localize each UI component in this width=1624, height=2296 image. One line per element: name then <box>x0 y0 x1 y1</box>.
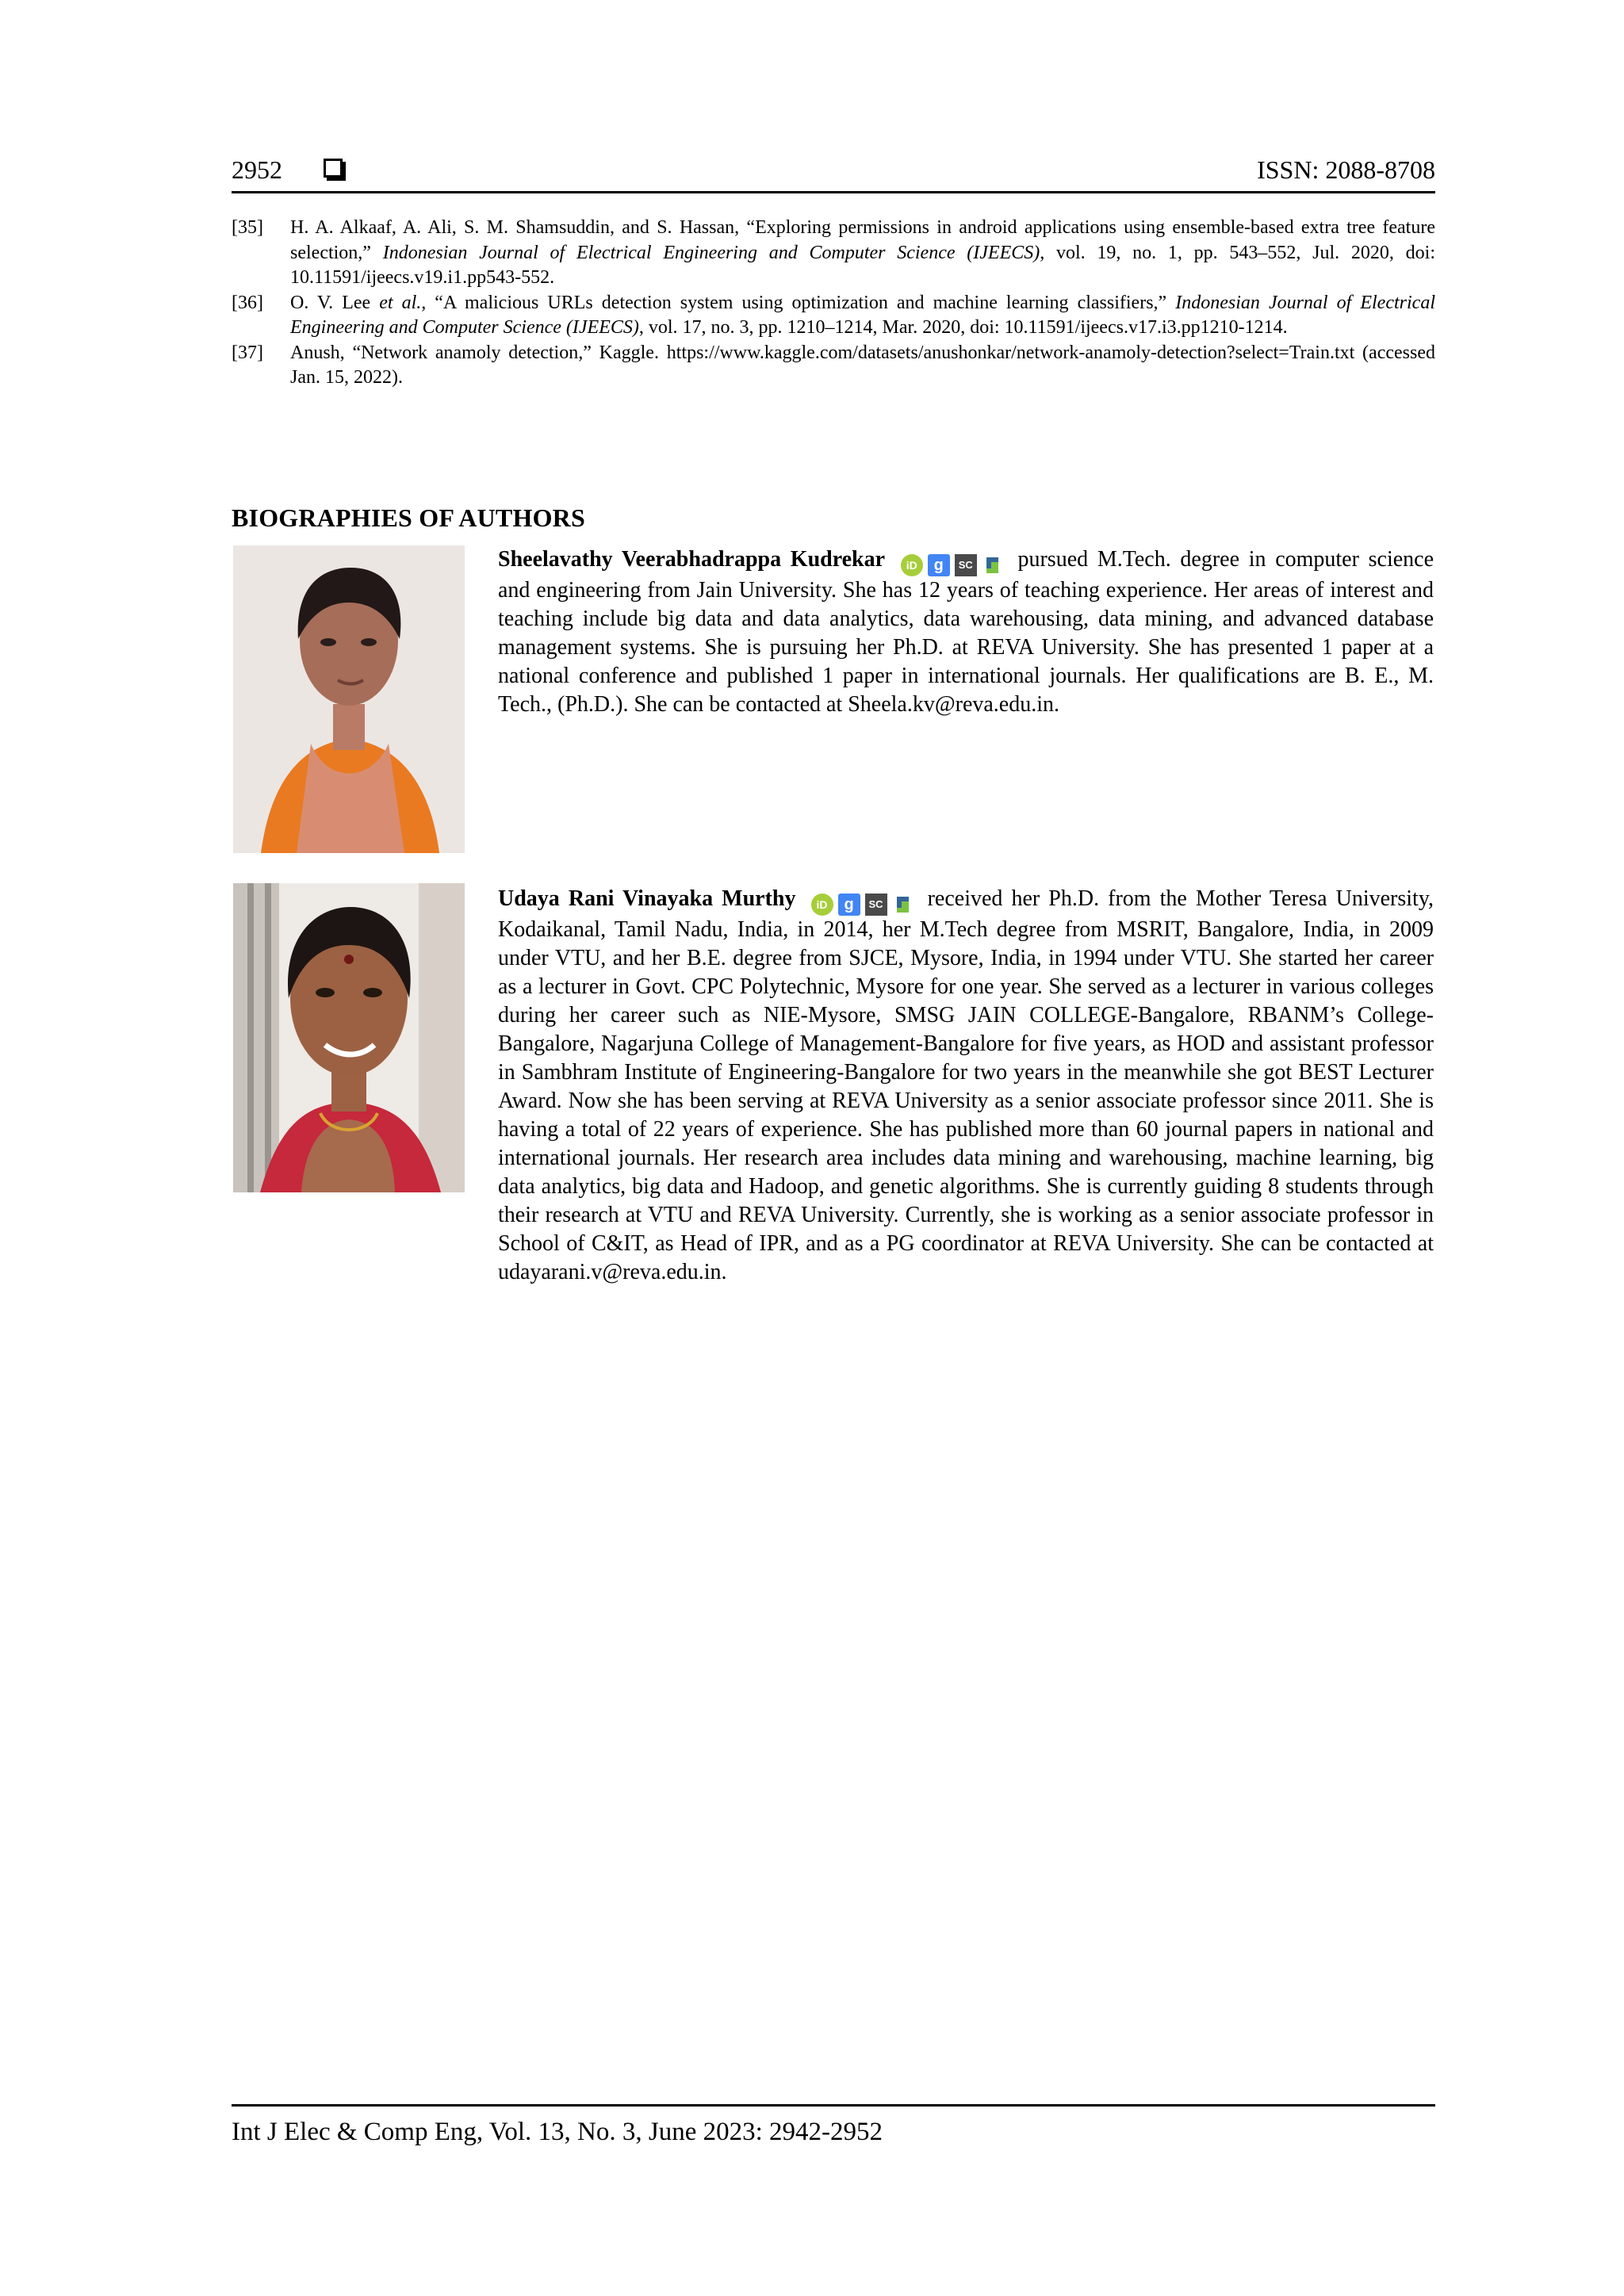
publons-logo <box>893 894 914 915</box>
square-ornament-icon <box>324 159 343 178</box>
scholar-icon-label: g <box>933 557 944 574</box>
scopus-icon[interactable] <box>955 554 977 576</box>
author-name: Udaya Rani Vinayaka Murthy <box>498 886 796 911</box>
section-title: BIOGRAPHIES OF AUTHORS <box>232 503 585 532</box>
reference-number: [36] <box>232 292 263 313</box>
reference-number: [37] <box>232 342 263 363</box>
orcid-icon[interactable] <box>901 554 923 576</box>
publons-icon[interactable] <box>982 554 1004 576</box>
author-profile-icons <box>811 894 914 916</box>
journal-name: Indonesian Journal of Electrical Engineering and Computer Science (IJEECS) <box>382 242 1040 263</box>
page-header <box>232 149 1435 193</box>
author-photo-2 <box>233 883 465 1192</box>
author-bio-1 <box>498 545 1434 719</box>
journal-name: Indonesian Journal of Electrical Engineering and Computer Science (IJEECS) <box>290 292 1435 338</box>
publons-icon[interactable] <box>892 894 914 916</box>
et-al: et al. <box>379 292 422 313</box>
orcid-icon[interactable] <box>811 894 833 916</box>
reference-item <box>232 216 1435 291</box>
author-photo-1 <box>233 545 465 853</box>
scopus-icon[interactable] <box>865 894 887 916</box>
reference-text-part: H. A. Alkaaf, A. Ali, S. M. Shamsuddin, and S. Hassan, “Exploring permissions in android applications using ensemble-based extra tree feature selection,” <box>290 217 1435 263</box>
reference-text <box>290 216 1435 291</box>
google-scholar-icon[interactable] <box>928 554 950 576</box>
reference-item <box>232 341 1435 391</box>
reference-number: [35] <box>232 217 263 238</box>
reference-text-part: , “A malicious URLs detection system using optimization and machine learning classifiers,” <box>421 292 1176 313</box>
author-profile-icons <box>901 554 1004 576</box>
orcid-icon-label: iD <box>816 898 828 911</box>
page-footer: Int J Elec & Comp Eng, Vol. 13, No. 3, June 2023: 2942-2952 <box>232 2104 1435 2148</box>
orcid-icon-label: iD <box>906 559 917 572</box>
author-name: Sheelavathy Veerabhadrappa Kudrekar <box>498 547 886 572</box>
author-bio-2 <box>498 885 1434 1287</box>
reference-text-part: , vol. 17, no. 3, pp. 1210–1214, Mar. 2020, doi: 10.11591/ijeecs.v17.i3.pp1210-1214. <box>638 317 1288 338</box>
reference-item <box>232 291 1435 341</box>
scholar-icon-label: g <box>844 896 854 913</box>
scopus-icon-label: SC <box>958 559 973 571</box>
scopus-icon-label: SC <box>868 898 883 910</box>
reference-text-part: , vol. 19, no. 1, pp. 543–552, Jul. 2020, doi: 10.11591/ijeecs.v19.i1.pp543-552. <box>290 242 1436 288</box>
issn: ISSN: 2088-8708 <box>1257 155 1435 184</box>
publons-logo <box>982 555 1003 576</box>
page-number: 2952 <box>232 155 282 184</box>
reference-text: Anush, “Network anamoly detection,” Kaggle. https://www.kaggle.com/datasets/anushonkar/network-anamoly-detection?select=Train.txt (accessed Jan. 15, 2022). <box>290 342 1435 388</box>
references-list <box>232 216 1435 391</box>
google-scholar-icon[interactable] <box>838 894 860 916</box>
author-bio-text: received her Ph.D. from the Mother Teresa University, Kodaikanal, Tamil Nadu, India, in 2014, her M.Tech degree from MSRIT, Bangalore, India, in 2009 under VTU, and her B.E. degree from SJCE, Mysore, India, in 1994 under VTU. She started her career as a lecturer in Govt. CPC Polytechnic, Mysore for one year. She served as a lecturer in various colleges during her career such as NIE-Mysore, SMSG JAIN COLLEGE-Bangalore, RBANM’s College-Bangalore, Nagarjuna College of Management-Bangalore for five years, as HOD and assistant professor in Sambhram Institute of Engineering-Bangalore for two years in the meanwhile she got BEST Lecturer Award. Now she has been serving at REVA University as a senior associate professor since 2011. She is having a total of 22 years of experience. She has published more than 60 journal papers in national and international journals. Her research area includes data mining and warehousing, machine learning, big data analytics, big data and Hadoop, and genetic algorithms. She is currently guiding 8 students through their research at VTU and REVA University. Currently, she is working as a senior associate professor in School of C&IT, as Head of IPR, and as a PG coordinator at REVA University. She can be contacted at udayarani.v@reva.edu.in. <box>498 886 1434 1284</box>
reference-text <box>290 291 1435 341</box>
author-bio-text: pursued M.Tech. degree in computer science and engineering from Jain University. She has 12 years of teaching experience. Her areas of interest and teaching include big data and data analytics, data warehousing, data mining, and advanced database management systems. She is pursuing her Ph.D. at REVA University. She has presented 1 paper at a national conference and published 1 paper in international journals. Her qualifications are B. E., M. Tech., (Ph.D.). She can be contacted at Sheela.kv@reva.edu.in. <box>498 547 1434 717</box>
portrait-image <box>233 545 465 853</box>
reference-text-part: O. V. Lee <box>290 292 380 313</box>
portrait-image <box>233 883 465 1192</box>
